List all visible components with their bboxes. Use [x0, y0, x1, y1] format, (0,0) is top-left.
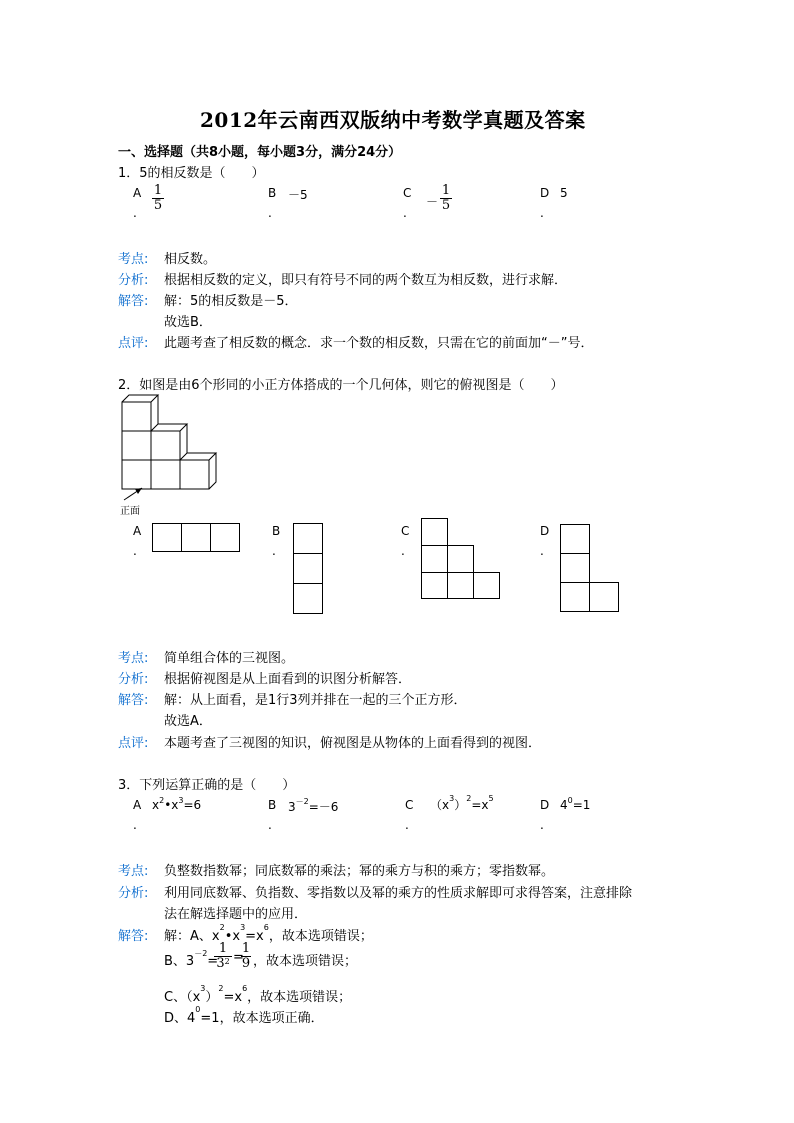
cube-front-face: [122, 431, 151, 460]
square: [294, 554, 323, 584]
q2-option-a-dot: .: [133, 544, 137, 558]
q3-option-b-expr: $3^{-2}=-6$: [288, 797, 339, 814]
cube-front-face: [122, 460, 151, 489]
q1-option-d-text: 5: [560, 186, 568, 200]
q2-option-c-letter: C: [401, 524, 410, 538]
square: [294, 584, 323, 614]
square: [474, 573, 500, 599]
q2-dianping-text: 本题考查了三视图的知识，俯视图是从物体的上面看得到的视图．: [164, 736, 542, 751]
fraction-numerator: 1: [153, 183, 163, 198]
q2-front-label: 正面: [120, 506, 140, 517]
q1-option-a-letter: A: [133, 186, 142, 200]
q3-kaodian-label: 考点:: [118, 864, 149, 879]
fraction-denominator: 5: [153, 198, 163, 213]
q3-jieda-d-tail: ，故本选项正确．: [219, 1011, 324, 1026]
fraction-denominator: 9: [241, 956, 251, 971]
square: [422, 573, 448, 599]
cube-top-face: [122, 395, 158, 402]
q2-fenxi-text: 根据俯视图是从上面看到的识图分析解答．: [164, 672, 412, 687]
cube-top-face: [151, 424, 187, 431]
q2-option-b-figure: [293, 523, 325, 615]
q2-option-d-dot: .: [540, 544, 544, 558]
q1-fenxi-text: 根据相反数的定义，即只有符号不同的两个数互为相反数，进行求解．: [164, 273, 568, 288]
section-heading: 一、选择题（共8小题，每小题3分，满分24分）: [118, 145, 402, 160]
cube-front-face: [180, 460, 209, 489]
q3-option-a-expr: $x^2•x^3=6$: [152, 796, 202, 812]
q1-kaodian-text: 相反数。: [164, 252, 217, 267]
q3-option-b-letter: B: [268, 798, 277, 812]
q2-stem: 2．如图是由6个形同的小正方体搭成的一个几何体，则它的俯视图是（ ）: [118, 378, 564, 393]
square: [561, 583, 590, 612]
cube-top-face: [180, 453, 216, 460]
q2-option-b-letter: B: [272, 524, 281, 538]
q2-option-d-figure: [560, 524, 622, 616]
q3-jieda-label: 解答:: [118, 929, 149, 944]
q2-option-c-figure: [421, 518, 503, 600]
q1-fenxi-label: 分析:: [118, 273, 149, 288]
q1-jieda-line1: 解：5的相反数是－5．: [164, 294, 298, 309]
square: [153, 524, 182, 552]
cube-front-face: [151, 431, 180, 460]
base: 3: [216, 956, 225, 971]
square: [448, 573, 474, 599]
q1-dianping-label: 点评:: [118, 336, 149, 351]
q3-kaodian-text: 负整数指数幂；同底数幂的乘法；幂的乘方与积的乘方；零指数幂。: [164, 864, 555, 879]
q2-dianping-label: 点评:: [118, 736, 149, 751]
square: [422, 546, 448, 573]
q3-option-a-dot: .: [133, 818, 137, 832]
square: [561, 525, 590, 554]
q1-option-c-sign: －: [426, 195, 439, 209]
q1-stem: 1．5的相反数是（ ）: [118, 166, 265, 181]
q1-jieda-line2: 故选B．: [164, 315, 212, 330]
fraction-denominator: $3^2$: [216, 956, 230, 971]
square: [561, 554, 590, 583]
q2-option-c-dot: .: [401, 544, 405, 558]
q1-option-a-dot: .: [133, 206, 137, 220]
q3-option-a-letter: A: [133, 798, 142, 812]
square: [182, 524, 211, 552]
q2-kaodian-text: 简单组合体的三视图。: [164, 651, 295, 666]
q3-jieda-a-tail: ，故本选项错误；: [268, 929, 373, 944]
arrow-head-icon: [135, 488, 142, 494]
q1-option-d-dot: .: [540, 206, 544, 220]
q2-option-b-dot: .: [272, 544, 276, 558]
q1-option-c-dot: .: [403, 206, 407, 220]
q1-option-b-text: －5: [288, 188, 308, 202]
q2-option-a-figure: [152, 523, 242, 553]
q3-jieda-c: C、$(x^3)^2=x^6$，故本选项错误；: [164, 984, 352, 1005]
square: [294, 524, 323, 554]
q2-fenxi-label: 分析:: [118, 672, 149, 687]
q2-jieda-line1: 解：从上面看，是1行3列并排在一起的三个正方形．: [164, 693, 467, 708]
q3-option-c-expr: $(x^3)^2=x^5$: [430, 794, 494, 812]
q2-solid-figure: [114, 392, 229, 517]
fraction-numerator: 1: [218, 941, 228, 956]
q3-jieda-b-tail: ，故本选项错误；: [253, 954, 358, 969]
q2-kaodian-label: 考点:: [118, 651, 149, 666]
fraction-numerator: 1: [441, 183, 451, 198]
q3-option-d-letter: D: [540, 798, 550, 812]
q3-option-c-letter: C: [405, 798, 414, 812]
q3-stem: 3．下列运算正确的是（ ）: [118, 778, 296, 793]
cube-front-face: [122, 402, 151, 431]
q3-jieda-b-fraction-1: [214, 942, 232, 971]
q1-option-b-dot: .: [268, 206, 272, 220]
square: [422, 519, 448, 546]
cube-front-face: [151, 460, 180, 489]
q1-option-d-letter: D: [540, 186, 550, 200]
q2-option-d-letter: D: [540, 524, 550, 538]
q1-option-c-fraction: [440, 184, 452, 213]
q3-jieda-b-head: B、$3^{-2}=$: [164, 949, 219, 969]
q3-jieda-b-fraction-2: [241, 942, 251, 971]
q3-jieda-a: 解：A、$x^2•x^3=x^6$，故本选项错误；: [164, 923, 373, 944]
square: [448, 546, 474, 573]
q1-option-b-letter: B: [268, 186, 277, 200]
q3-fenxi-line1: 利用同底数幂、负指数、零指数以及幂的乘方的性质求解即可求得答案，注意排除: [164, 886, 633, 901]
q2-jieda-line2: 故选A．: [164, 714, 212, 729]
q3-option-d-dot: .: [540, 818, 544, 832]
q2-option-a-letter: A: [133, 524, 142, 538]
q3-option-b-dot: .: [268, 818, 272, 832]
q3-jieda-d: D、$4^0=1$，故本选项正确．: [164, 1005, 324, 1026]
q3-fenxi-line2: 法在解选择题中的应用．: [164, 907, 308, 922]
page-title: 2012年云南西双版纳中考数学真题及答案: [200, 108, 586, 132]
q2-jieda-label: 解答:: [118, 693, 149, 708]
fraction-numerator: 1: [241, 941, 251, 956]
fraction-denominator: 5: [441, 198, 451, 213]
q1-option-a-fraction: [152, 184, 164, 213]
q1-kaodian-label: 考点:: [118, 252, 149, 267]
square: [211, 524, 240, 552]
q3-option-c-dot: .: [405, 818, 409, 832]
q3-jieda-b-equals: =: [233, 950, 244, 965]
q3-fenxi-label: 分析:: [118, 886, 149, 901]
q1-dianping-text: 此题考查了相反数的概念．求一个数的相反数，只需在它的前面加“－”号．: [164, 336, 594, 351]
q1-jieda-label: 解答:: [118, 294, 149, 309]
square: [590, 583, 619, 612]
q3-jieda-c-tail: ，故本选项错误；: [247, 990, 352, 1005]
q3-option-d-expr: $4^0=1$: [560, 796, 591, 812]
q1-option-c-letter: C: [403, 186, 412, 200]
